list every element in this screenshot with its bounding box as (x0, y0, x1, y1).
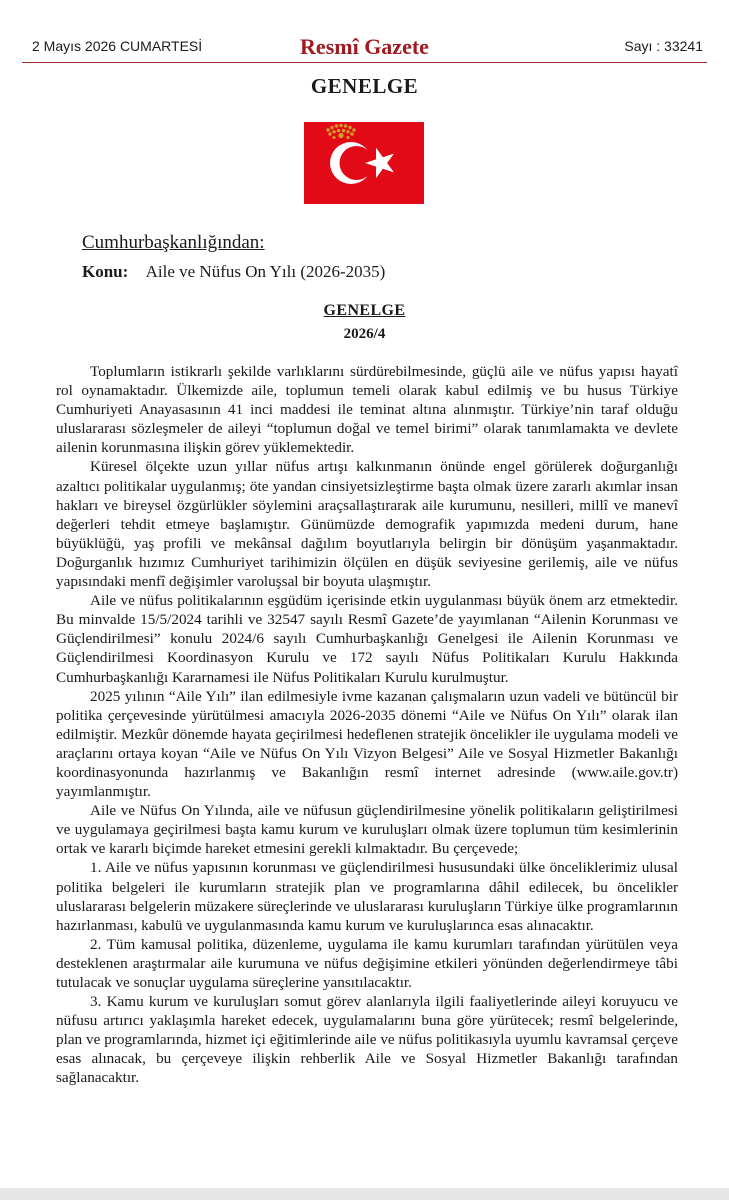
document-body (56, 362, 678, 1088)
issue-number: Sayı : 33241 (624, 38, 703, 54)
list-item: 2. Tüm kamusal politika, düzenleme, uygulama ile kamu kurumları tarafından yürütülen veya desteklenen araştırmalar aile kurumuna ve nüfus değişimine etkileri yönünden değerlendirmeye tâbi tutulacak ve sonuçlar uygulama süreçlerine yansıtılacaktır. (56, 935, 678, 991)
paragraph: 2025 yılının “Aile Yılı” ilan edilmesiyle ivme kazanan çalışmaların uzun vadeli ve bütüncül bir politika çerçevesinde yürütülmesi amacıyla 2026-2035 dönemi “Aile ve Nüfus On Yılı” olarak ilan edilmiştir. Mezkûr dönemde hayata geçirilmesi hedeflenen stratejik öncelikler ile uygulama modeli ve araçlarını ortaya koyan “Aile ve Nüfus On Yılı Vizyon Belgesi” Aile ve Sosyal Hizmetler Bakanlığı koordinasyonunda hazırlanmış ve Bakanlığın resmî internet adresinde (www.aile.gov.tr) yayımlanmıştır. (56, 687, 678, 801)
gazette-title: Resmî Gazete (300, 34, 429, 59)
gazette-header (24, 34, 705, 60)
paragraph: Aile ve Nüfus On Yılında, aile ve nüfusun güçlendirilmesine yönelik politikaların geliştirilmesi ve uygulamaya geçirilmesi başta kamu kurum ve kuruluşları olmak üzere toplumun tüm kesimlerinin ortak ve kararlı biçimde hareket etmesini gerekli kılmaktadır. Bu çerçevede; (56, 802, 678, 858)
paragraph: Aile ve nüfus politikalarının eşgüdüm içerisinde etkin uygulanması büyük önem arz etmektedir. Bu minvalde 15/5/2024 tarihli ve 32547 sayılı Resmî Gazete’de yayımlanan “Ailenin Korunması ve Güçlendirilmesi” konulu 2024/6 sayılı Cumhurbaşkanlığı Genelgesi ile Ailenin Korunması ve Güçlendirilmesi Koordinasyon Kurulu ve 172 sayılı Nüfus Politikaları Kurulu Hakkında Cumhurbaşkanlığı Kararnamesi ile Nüfus Politikaları Kurulu kurulmuştur. (56, 592, 678, 686)
publication-date: 2 Mayıs 2026 CUMARTESİ (32, 38, 203, 54)
subject-text: Aile ve Nüfus On Yılı (2026-2035) (145, 262, 386, 281)
issuing-authority: Cumhurbaşkanlığından: (82, 232, 265, 253)
subject-line (82, 262, 385, 282)
list-item: 1. Aile ve nüfus yapısının korunması ve güçlendirilmesi hususundaki ülke önceliklerimiz ulusal politika belgeleri ile kurumların stratejik plan ve programlarına dâhil edilecek, bu öncelikler uluslararası belgelerin müzakere süreçlerinde ve uluslararası kuruluşların Türkiye ülke programlarının hazırlanması, kabulü ve uygulanmasında kamu kurum ve kuruluşlarınca esas alınacaktır. (56, 859, 678, 934)
page-bottom-bar (0, 1188, 729, 1200)
subject-label: Konu: (82, 262, 129, 281)
circular-number: 2026/4 (343, 326, 386, 342)
paragraph: Toplumların istikrarlı şekilde varlıklarını sürdürebilmesinde, güçlü aile ve nüfus yapısı hayatî rol oynamaktadır. Ülkemizde aile, toplumun temeli olarak kabul edilmiş ve bu husus Türkiye Cumhuriyeti Anayasasının 41 inci maddesi ile teminat altına alınmıştır. Türkiye’nin taraf olduğu uluslararası sözleşmeler de aileyi “toplumun doğal ve temel birimi” olarak tanımlamakta ve devlete ailenin korunmasına ilişkin görev yüklemektedir. (56, 363, 678, 457)
paragraph: Küresel ölçekte uzun yıllar nüfus artışı kalkınmanın önünde engel görülerek doğurganlığı azaltıcı politikalar uygulanmış; öte yandan cinsiyetsizleştirme başta olmak üzere zararlı akımlar insan hakları ve bireysel özgürlükler söylemini araçsallaştırarak aile kurumunu, nesilleri, millî ve manevî değerleri tehdit etmeye başlamıştır. Günümüzde demografik yapımızda medeni durum, hane büyüklüğü, yaş profili ve mekânsal dağılım boyutlarıyla belirgin bir dönüşüm yaşanmaktadır. Doğurganlık hızımız Cumhuriyet tarihimizin ölçülen en düşük seviyesine gerilemiş, aile ve nüfus yapısındaki menfî değişimler varoluşsal bir boyuta ulaşmıştır. (56, 458, 678, 591)
turkish-flag-icon (304, 122, 424, 204)
header-divider (22, 62, 707, 63)
document-type-heading: GENELGE (310, 74, 419, 98)
list-item: 3. Kamu kurum ve kuruluşları somut görev alanlarıyla ilgili faaliyetlerinde aileyi koruyucu ve nüfusu artırıcı yaklaşımla hareket edecek, uygulamalarını buna göre yürütecek; resmî belgelerinde, plan ve programlarında, hizmet içi eğitimlerinde aile ve nüfus politikasıyla uyumlu kavramsal çerçeve esas alınacak, bu çerçeveye ilişkin rehberlik Aile ve Sosyal Hizmetler Bakanlığı tarafından sağlanacaktır. (56, 993, 678, 1087)
circular-heading: GENELGE (323, 302, 406, 319)
